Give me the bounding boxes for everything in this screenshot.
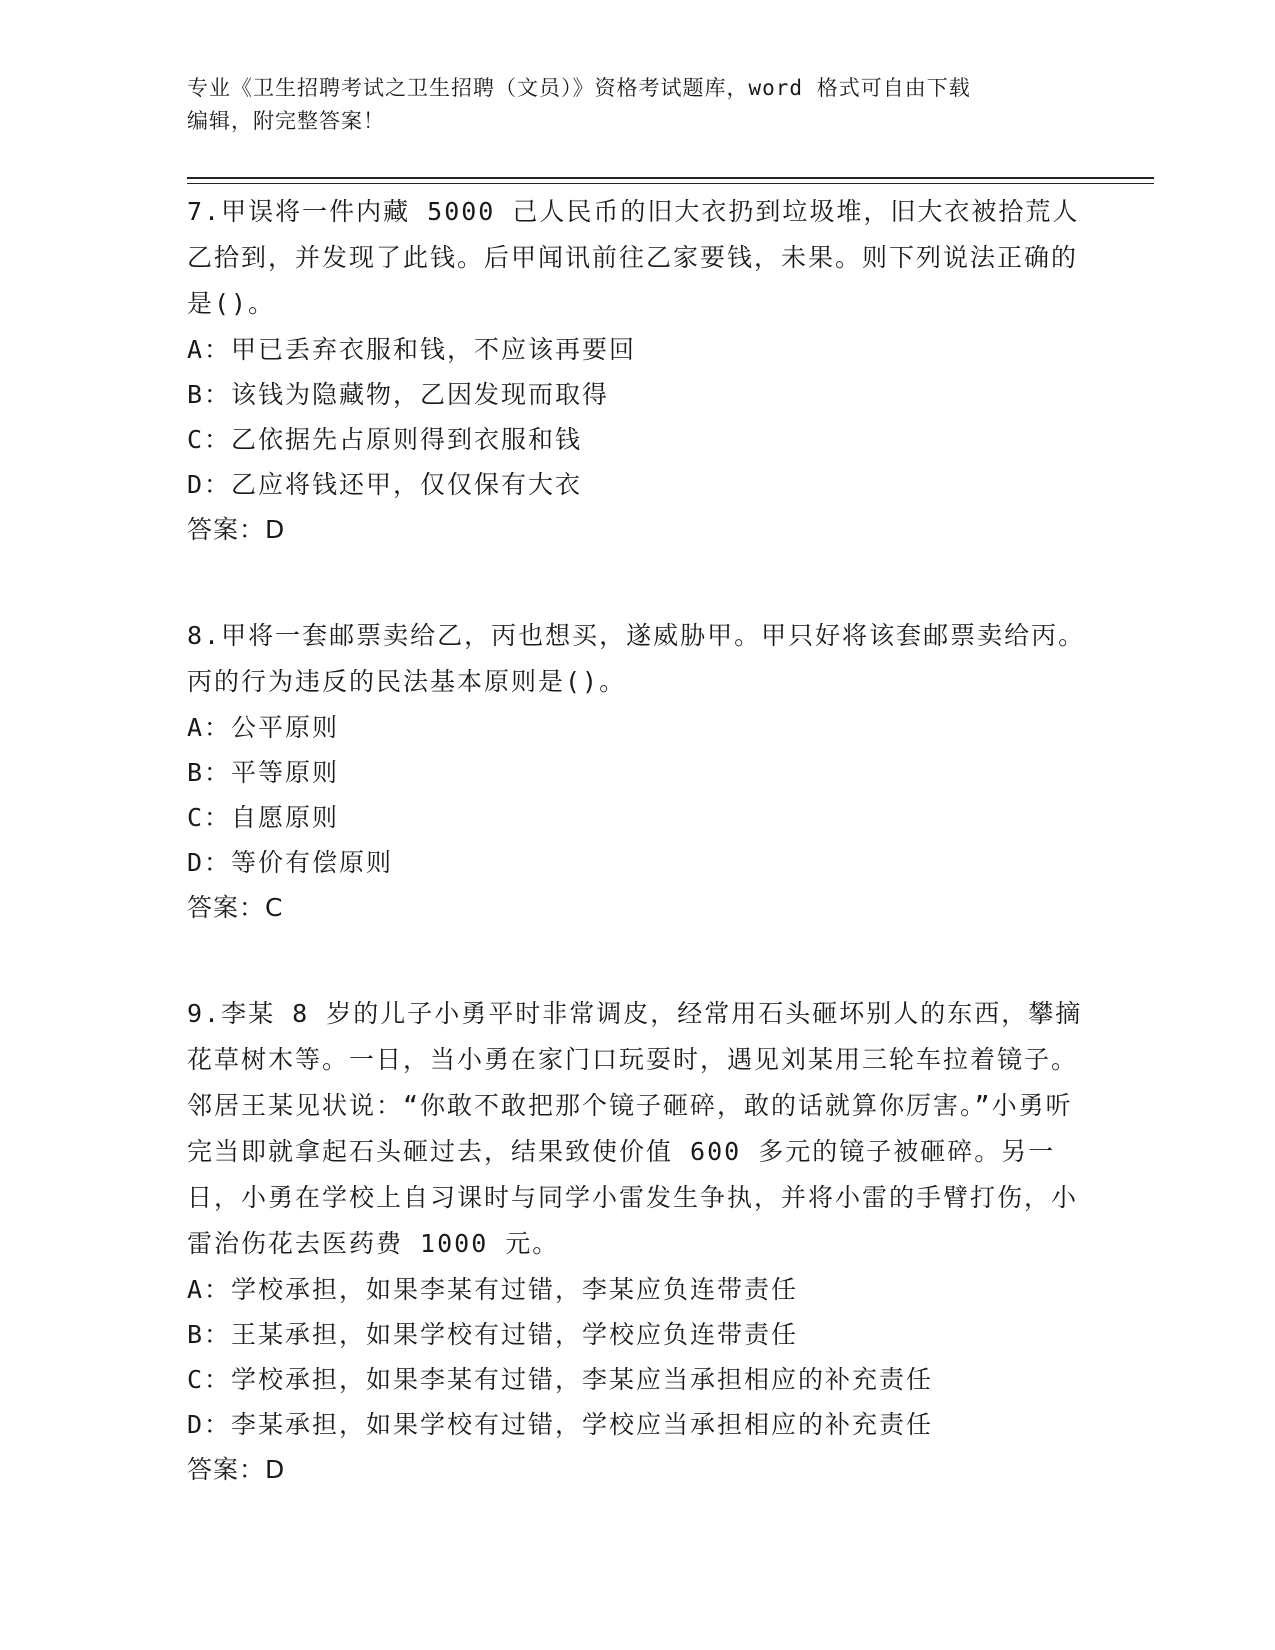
option-b: B：王某承担，如果学校有过错，学校应负连带责任 (187, 1320, 799, 1349)
question-text: 8.甲将一套邮票卖给乙，丙也想买，遂威胁甲。甲只好将该套邮票卖给丙。丙的行为违反的民法基本原则是()。 (187, 621, 1086, 696)
question-list (187, 189, 1087, 1493)
option-d: D：李某承担，如果学校有过错，学校应当承担相应的补充责任 (187, 1410, 934, 1439)
question-7 (187, 189, 1087, 553)
question-8 (187, 613, 1087, 931)
option-d: D：等价有偿原则 (187, 848, 394, 877)
option-a: A：甲已丢弃衣服和钱，不应该再要回 (187, 335, 637, 364)
option-c: C：学校承担，如果李某有过错，李某应当承担相应的补充责任 (187, 1365, 934, 1394)
question-text: 9.李某 8 岁的儿子小勇平时非常调皮，经常用石头砸坏别人的东西，攀摘花草树木等。一日，当小勇在家门口玩耍时，遇见刘某用三轮车拉着镜子。邻居王某见状说：“你敢不敢把那个镜子砸碎，敢的话就算你厉害。”小勇听完当即就拿起石头砸过去，结果致使价值 600 多元的镜子被砸碎。另一日，小勇在学校上自习课时与同学小雷发生争执，并将小雷的手臂打伤，小雷治伤花去医药费 1000 元。 (187, 999, 1083, 1258)
document-header (187, 72, 1087, 138)
answer-line: 答案：D (187, 515, 286, 544)
option-c: C：自愿原则 (187, 803, 340, 832)
option-d: D：乙应将钱还甲，仅仅保有大衣 (187, 470, 583, 499)
header-line-1: 专业《卫生招聘考试之卫生招聘（文员）》资格考试题库，word 格式可自由下载 (187, 76, 971, 100)
option-a: A：学校承担，如果李某有过错，李某应负连带责任 (187, 1275, 799, 1304)
question-text: 7.甲误将一件内藏 5000 己人民币的旧大衣扔到垃圾堆，旧大衣被拾荒人乙拾到，并发现了此钱。后甲闻讯前往乙家要钱，未果。则下列说法正确的是()。 (187, 197, 1080, 318)
answer-line: 答案：D (187, 1455, 286, 1484)
option-b: B：该钱为隐藏物，乙因发现而取得 (187, 380, 610, 409)
header-divider-thick (187, 177, 1154, 179)
question-9 (187, 991, 1087, 1493)
header-line-2: 编辑，附完整答案！ (187, 109, 385, 133)
answer-line: 答案：C (187, 893, 284, 922)
option-b: B：平等原则 (187, 758, 340, 787)
option-c: C：乙依据先占原则得到衣服和钱 (187, 425, 583, 454)
option-a: A：公平原则 (187, 713, 340, 742)
header-divider-thin (187, 183, 1154, 184)
